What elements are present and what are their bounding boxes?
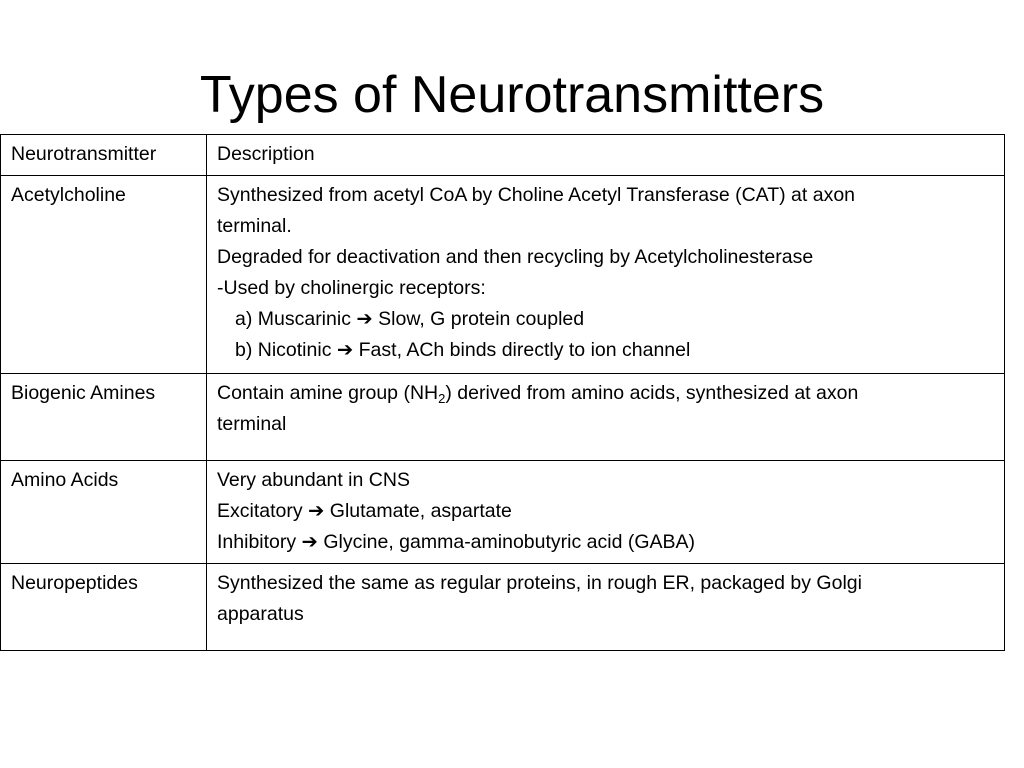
- description-line: apparatus: [217, 603, 304, 625]
- description-line: [217, 527, 994, 558]
- description-line: Synthesized the same as regular proteins, in rough ER, packaged by Golgi: [217, 572, 862, 594]
- row-name-neuropeptides: Neuropeptides: [1, 564, 207, 651]
- receptor-muscarinic-detail: Slow, G protein coupled: [378, 308, 585, 330]
- description-line: Very abundant in CNS: [217, 469, 410, 491]
- description-text: ) derived from amino acids, synthesized at axon: [445, 382, 859, 404]
- slide-title: Types of Neurotransmitters: [199, 66, 825, 124]
- receptor-nicotinic-detail: Fast, ACh binds directly to ion channel: [358, 339, 691, 361]
- arrow-icon: ➔: [308, 500, 325, 522]
- description-line: [217, 378, 994, 409]
- description-line: -Used by cholinergic receptors:: [217, 277, 486, 299]
- row-description-neuropeptides: [207, 564, 1005, 651]
- description-line: [217, 304, 994, 335]
- table-row: [1, 176, 1005, 374]
- inhibitory-detail: Glycine, gamma-aminobutyric acid (GABA): [323, 531, 696, 553]
- arrow-icon: ➔: [301, 531, 318, 553]
- table-row: [1, 461, 1005, 564]
- neurotransmitter-table: [0, 134, 1005, 651]
- excitatory-label: Excitatory: [217, 500, 303, 522]
- arrow-icon: ➔: [356, 308, 373, 330]
- arrow-icon: ➔: [336, 339, 354, 361]
- inhibitory-label: Inhibitory: [217, 531, 297, 553]
- description-line: [217, 496, 994, 527]
- description-text: Contain amine group (NH: [217, 382, 439, 404]
- row-description-amino-acids: [207, 461, 1005, 564]
- row-name-acetylcholine: Acetylcholine: [1, 176, 207, 374]
- description-line: Synthesized from acetyl CoA by Choline Acetyl Transferase (CAT) at axon: [217, 184, 856, 206]
- header-description: Description: [207, 135, 1005, 176]
- table-header-row: [1, 135, 1005, 176]
- excitatory-detail: Glutamate, aspartate: [329, 500, 512, 522]
- row-description-acetylcholine: [207, 176, 1005, 374]
- description-line: [217, 335, 994, 366]
- subscript: 2: [438, 391, 446, 406]
- table-row: [1, 374, 1005, 461]
- table-row: [1, 564, 1005, 651]
- description-line: terminal.: [217, 215, 292, 237]
- description-line: Degraded for deactivation and then recycling by Acetylcholinesterase: [217, 246, 814, 268]
- receptor-muscarinic: a) Muscarinic: [235, 308, 351, 330]
- row-name-amino-acids: Amino Acids: [1, 461, 207, 564]
- row-name-biogenic-amines: Biogenic Amines: [1, 374, 207, 461]
- receptor-nicotinic: b) Nicotinic: [235, 339, 332, 361]
- header-neurotransmitter: Neurotransmitter: [1, 135, 207, 176]
- row-description-biogenic-amines: [207, 374, 1005, 461]
- description-line: terminal: [217, 413, 287, 435]
